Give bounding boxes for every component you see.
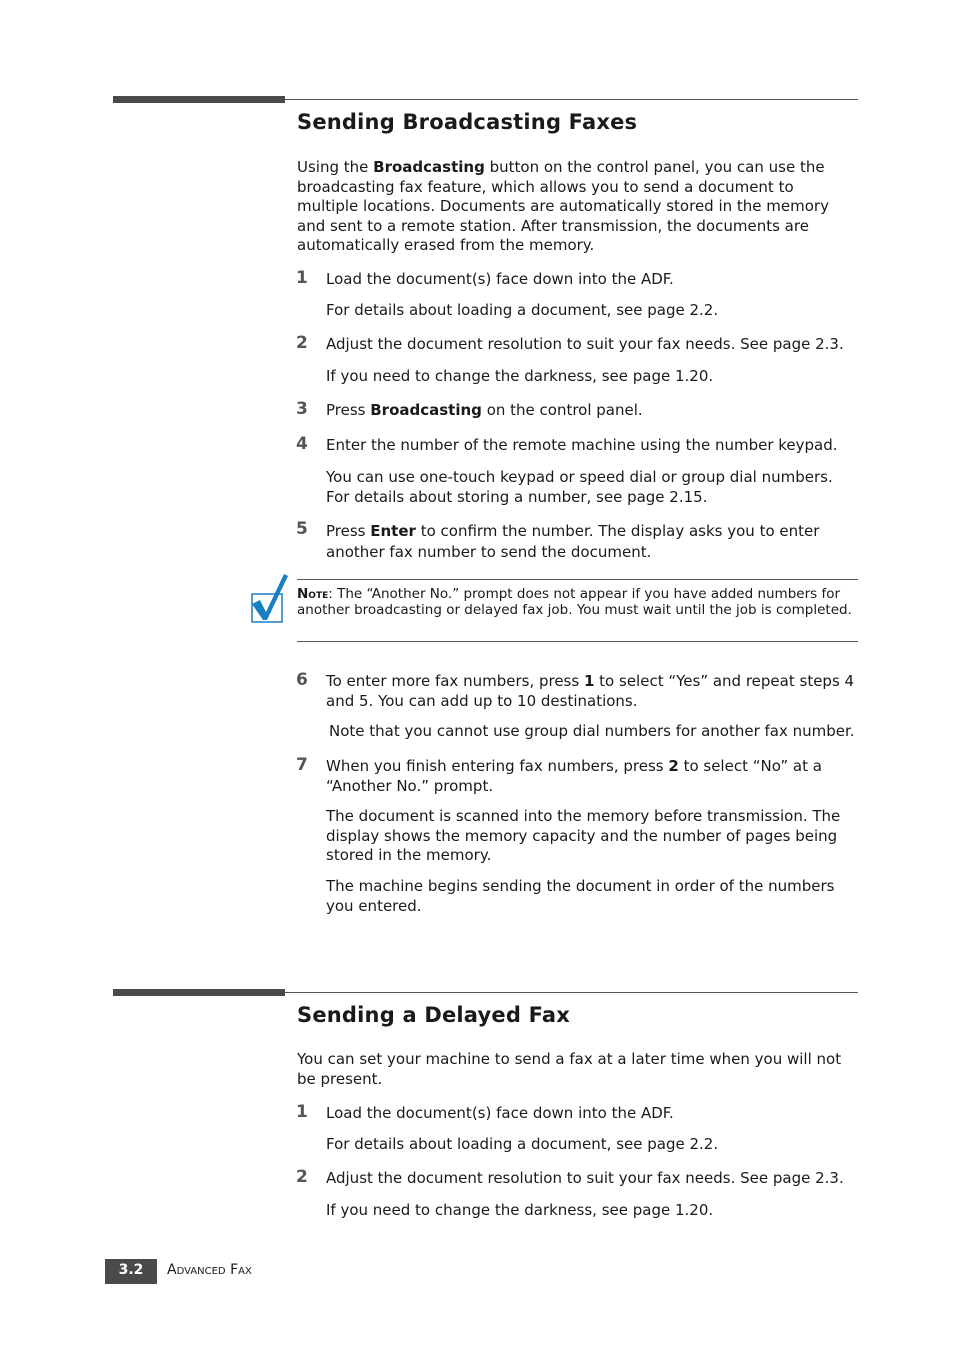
step-number: 6 [296,670,308,690]
step-text-part: To enter more fax numbers, press [326,672,584,690]
step-subtext: The document is scanned into the memory before transmission. The display shows the memory capacity and the number of pages being stored in the memory. [326,807,841,865]
step-text-part: Press [326,401,371,419]
step-subtext: The machine begins sending the document in order of the numbers you entered. [326,877,835,915]
intro-text: button on the control panel, you can use the broadcasting fax feature, which allows you to send a document to multiple locations. Documents are automatically stored in the memory and sent to a remote station. After transmission, the documents are automatically erased from the memory. [297,158,829,255]
step-text-part: to confirm the number. The display asks you to enter another fax number to send the document. [326,522,820,561]
step-text-bold: 2 [668,757,679,775]
step-subtext: Note that you cannot use group dial numbers for another fax number. [329,722,855,740]
step-number: 7 [296,755,308,775]
step-subtext: For details about loading a document, see page 2.2. [326,301,719,319]
note-top-rule [297,579,858,580]
delayed-fax-intro: You can set your machine to send a fax at a later time when you will not be present. [297,1050,842,1088]
broadcasting-intro [297,158,859,256]
intro-bold: Broadcasting [373,158,485,176]
checkmark-note-icon [248,572,288,624]
step-text-bold: 1 [583,672,595,690]
step-subtext: For details about loading a document, see page 2.2. [326,1135,719,1153]
note-label: Note [297,586,329,602]
note-body: : The “Another No.” prompt does not appear if you have added numbers for another broadcasting or delayed fax job. You must wait until the job is completed. [297,586,852,619]
step-text [326,521,858,563]
section-rule-thin [285,992,858,993]
section-rule-thick [113,96,285,103]
step-text: Enter the number of the remote machine using the number keypad. [326,436,838,454]
step-text-bold: Enter [370,522,416,540]
note-bottom-rule [297,641,858,642]
step-text: Load the document(s) face down into the ADF. [326,1104,674,1122]
step-text [326,401,858,421]
step-number: 1 [296,1102,308,1122]
step-number: 1 [296,268,308,288]
step-number: 4 [296,434,308,454]
step-text-part: When you finish entering fax numbers, press [326,757,669,775]
chapter-title: Advanced Fax [167,1262,252,1278]
intro-text: Using the [297,158,374,176]
step-subtext: You can use one-touch keypad or speed dial or group dial numbers. For details about storing a number, see page 2.15. [326,468,833,506]
step-subtext: If you need to change the darkness, see page 1.20. [326,1201,714,1219]
section-title-broadcasting: Sending Broadcasting Faxes [297,110,638,134]
note-text [297,586,857,618]
step-number: 2 [296,1167,308,1187]
step-text-bold: Broadcasting [370,401,482,419]
step-text: Adjust the document resolution to suit your fax needs. See page 2.3. [326,335,844,353]
section-rule-thick [113,989,285,996]
step-text: Adjust the document resolution to suit your fax needs. See page 2.3. [326,1169,844,1187]
page-number-badge: 3.2 [105,1259,157,1284]
step-text-part: to select “No” at a “Another No.” prompt. [326,757,822,795]
step-text [326,672,858,711]
step-text [326,757,846,796]
section-rule-thin [285,99,858,100]
step-text-part: on the control panel. [481,401,643,419]
step-number: 3 [296,399,308,419]
step-text-part: Press [326,522,371,540]
step-text-part: to select “Yes” and repeat steps 4 and 5. You can add up to 10 destinations. [326,672,855,710]
step-text: Load the document(s) face down into the ADF. [326,270,674,288]
section-title-delayed-fax: Sending a Delayed Fax [297,1003,571,1027]
step-number: 2 [296,333,308,353]
step-subtext: If you need to change the darkness, see page 1.20. [326,367,714,385]
step-number: 5 [296,519,308,539]
